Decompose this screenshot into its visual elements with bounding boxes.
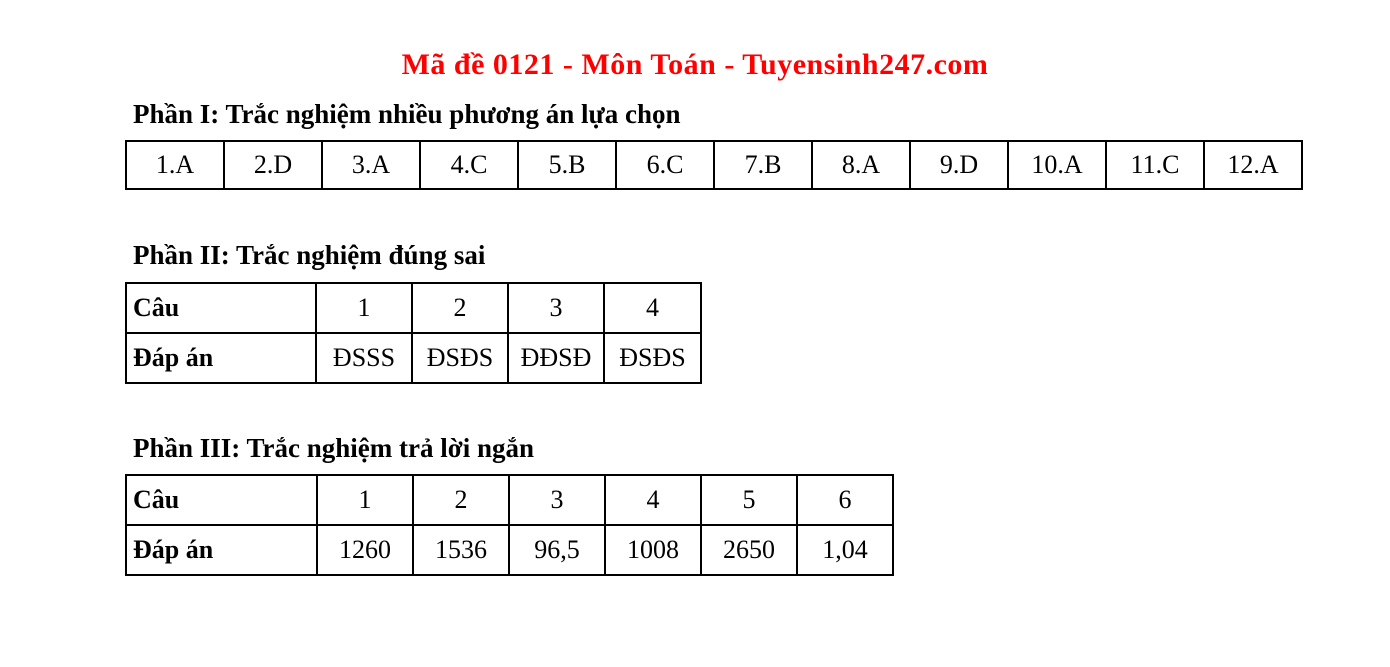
part3-heading: Phần III: Trắc nghiệm trả lời ngắn: [133, 433, 534, 463]
answer-cell: 1.A: [126, 141, 224, 189]
table-row: [126, 333, 701, 383]
question-cell: 2: [413, 475, 509, 525]
question-cell: 4: [604, 283, 701, 333]
answer-cell: ĐĐSĐ: [508, 333, 604, 383]
question-cell: 1: [317, 475, 413, 525]
answer-cell: 4.C: [420, 141, 518, 189]
answer-cell: 2650: [701, 525, 797, 575]
answer-cell: 10.A: [1008, 141, 1106, 189]
answer-cell: 6.C: [616, 141, 714, 189]
answer-cell: 11.C: [1106, 141, 1204, 189]
row-label-cell: Câu: [126, 283, 316, 333]
answer-cell: 2.D: [224, 141, 322, 189]
answer-cell: 9.D: [910, 141, 1008, 189]
answer-cell: ĐSSS: [316, 333, 412, 383]
answer-cell: 1536: [413, 525, 509, 575]
part2-answers-table: [125, 282, 702, 384]
answer-cell: 12.A: [1204, 141, 1302, 189]
question-cell: 1: [316, 283, 412, 333]
part1-answers-table: [125, 140, 1303, 190]
table-row: [126, 525, 893, 575]
answer-cell: 1260: [317, 525, 413, 575]
answer-cell: 8.A: [812, 141, 910, 189]
question-cell: 6: [797, 475, 893, 525]
row-label-cell: Đáp án: [126, 333, 316, 383]
answer-cell: 7.B: [714, 141, 812, 189]
table-row: [126, 475, 893, 525]
part2-heading: Phần II: Trắc nghiệm đúng sai: [133, 240, 486, 270]
table-row: [126, 141, 1302, 189]
answer-cell: ĐSĐS: [604, 333, 701, 383]
question-cell: 3: [509, 475, 605, 525]
answer-cell: ĐSĐS: [412, 333, 508, 383]
row-label-cell: Câu: [126, 475, 317, 525]
answer-cell: 1,04: [797, 525, 893, 575]
part1-heading: Phần I: Trắc nghiệm nhiều phương án lựa chọn: [133, 99, 681, 129]
document-title: Mã đề 0121 - Môn Toán - Tuyensinh247.com: [401, 48, 989, 81]
question-cell: 4: [605, 475, 701, 525]
row-label-cell: Đáp án: [126, 525, 317, 575]
question-cell: 2: [412, 283, 508, 333]
table-row: [126, 283, 701, 333]
part3-answers-table: [125, 474, 894, 576]
answer-cell: 96,5: [509, 525, 605, 575]
question-cell: 3: [508, 283, 604, 333]
answer-cell: 5.B: [518, 141, 616, 189]
answer-cell: 3.A: [322, 141, 420, 189]
answer-cell: 1008: [605, 525, 701, 575]
question-cell: 5: [701, 475, 797, 525]
